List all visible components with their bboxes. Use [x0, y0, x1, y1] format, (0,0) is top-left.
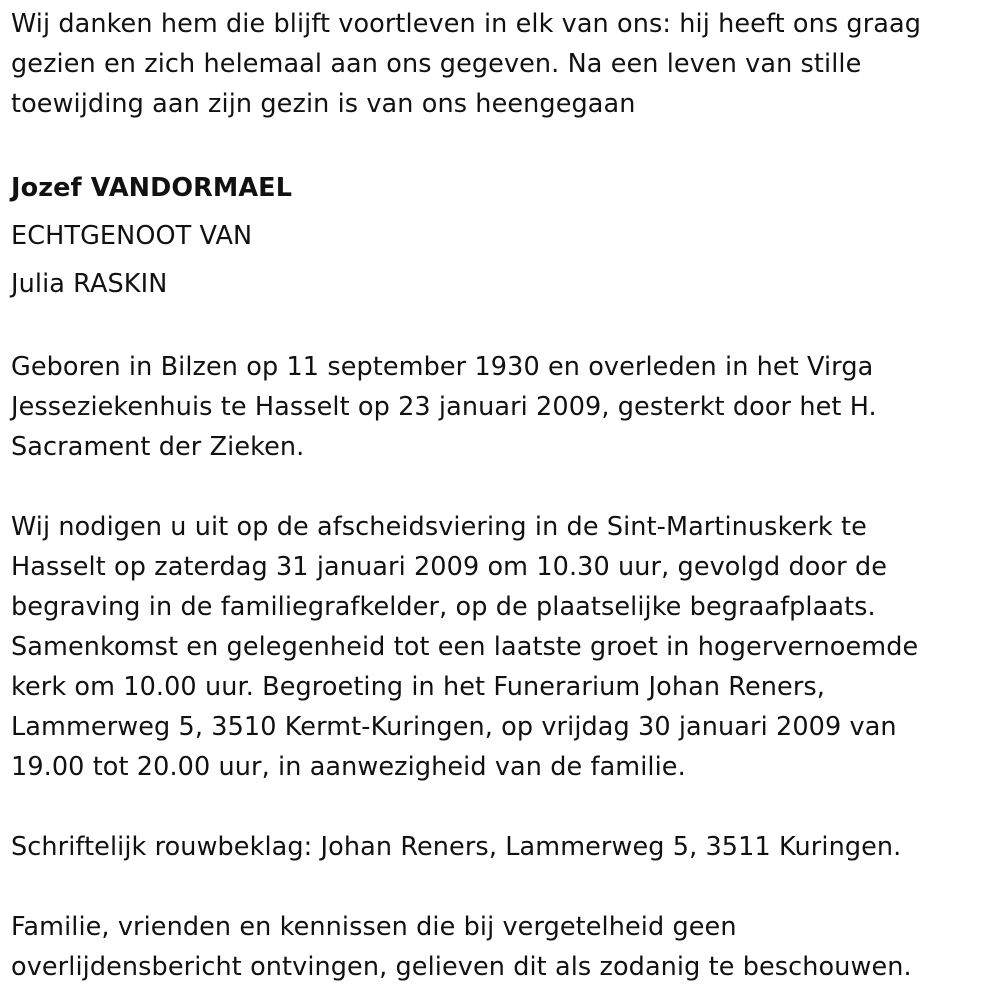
deceased-name: Jozef VANDORMAEL — [11, 173, 293, 203]
intro-line: toewijding aan zijn gezin is van ons heengegaan — [11, 89, 636, 119]
closing-line: overlijdensbericht ontvingen, gelieven dit als zodanig te beschouwen. — [11, 952, 912, 982]
ceremony-line: Lammerweg 5, 3510 Kermt-Kuringen, op vrijdag 30 januari 2009 van — [11, 712, 897, 742]
intro-paragraph — [11, 4, 991, 124]
spacer — [11, 308, 991, 347]
relation-label: ECHTGENOOT VAN — [11, 221, 253, 251]
birth-death-line: Geboren in Bilzen op 11 september 1930 en overleden in het Virga — [11, 352, 874, 382]
ceremony-line: Wij nodigen u uit op de afscheidsviering in de Sint-Martinuskerk te — [11, 512, 867, 542]
birth-death-line: Sacrament der Zieken. — [11, 432, 305, 462]
ceremony-line: kerk om 10.00 uur. Begroeting in het Funerarium Johan Reners, — [11, 672, 825, 702]
birth-death-paragraph — [11, 347, 991, 467]
closing-paragraph — [11, 907, 991, 987]
ceremony-line: Hasselt op zaterdag 31 januari 2009 om 10.30 uur, gevolgd door de — [11, 552, 888, 582]
ceremony-paragraph — [11, 507, 991, 787]
spacer — [11, 867, 991, 907]
obituary-document — [11, 4, 991, 987]
birth-death-line: Jesseziekenhuis te Hasselt op 23 januari 2009, gesterkt door het H. — [11, 392, 877, 422]
ceremony-line: begraving in de familiegrafkelder, op de plaatselijke begraafplaats. — [11, 592, 876, 622]
spacer — [11, 787, 991, 827]
spacer — [11, 467, 991, 507]
ceremony-line: 19.00 tot 20.00 uur, in aanwezigheid van de familie. — [11, 752, 686, 782]
ceremony-line: Samenkomst en gelegenheid tot een laatste groet in hogervernoemde — [11, 632, 919, 662]
condolences-line: Schriftelijk rouwbeklag: Johan Reners, Lammerweg 5, 3511 Kuringen. — [11, 832, 902, 862]
intro-line: gezien en zich helemaal aan ons gegeven. Na een leven van stille — [11, 49, 862, 79]
intro-line: Wij danken hem die blijft voortleven in elk van ons: hij heeft ons graag — [11, 9, 922, 39]
spacer — [11, 124, 991, 164]
closing-line: Familie, vrienden en kennissen die bij vergetelheid geen — [11, 912, 737, 942]
spouse-name: Julia RASKIN — [11, 269, 168, 299]
